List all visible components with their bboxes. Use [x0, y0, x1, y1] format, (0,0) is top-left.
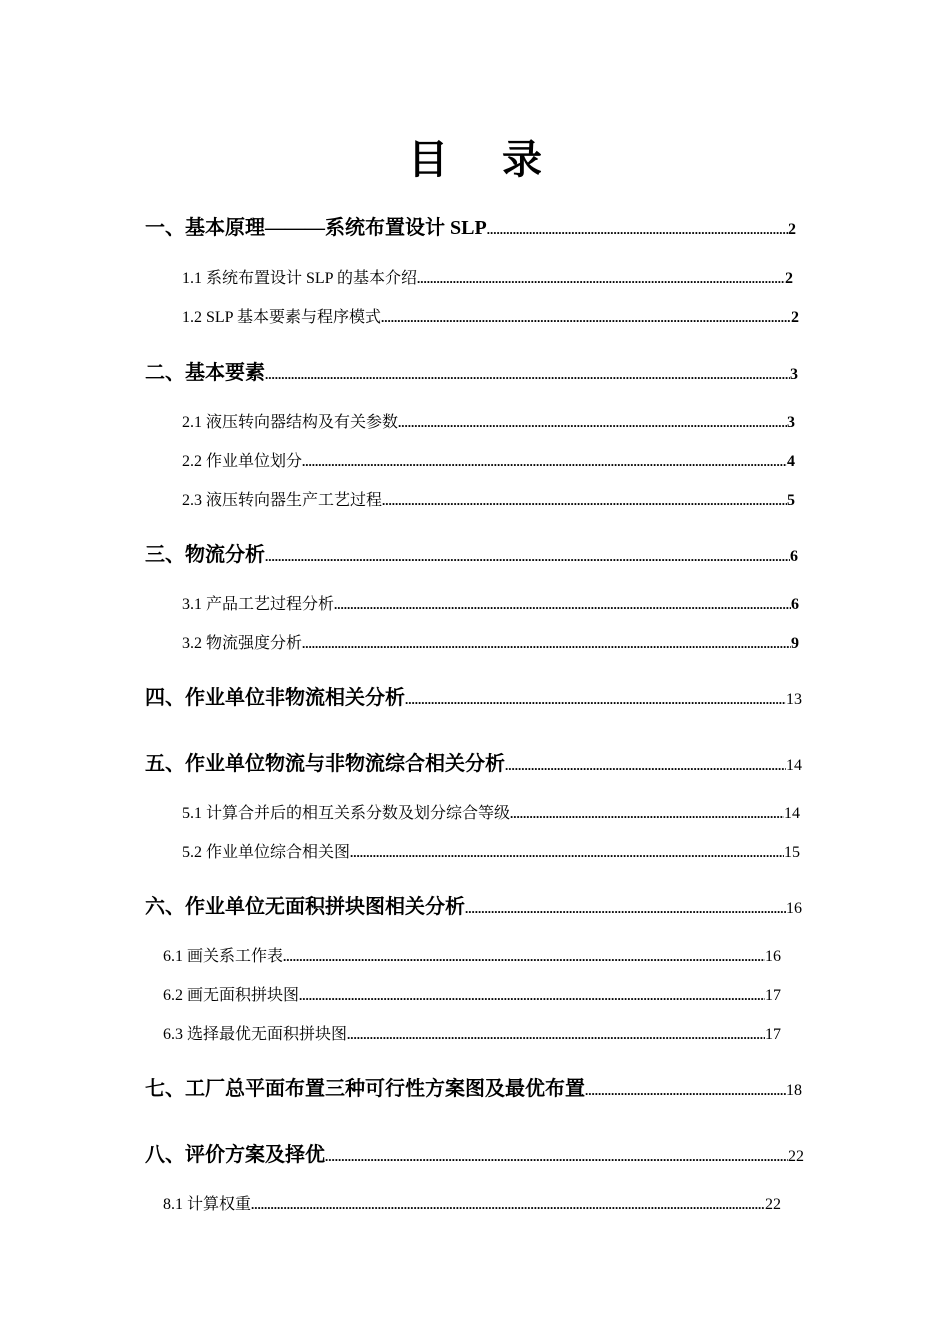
toc-leader-dots [398, 415, 787, 431]
toc-page-number: 3 [787, 414, 795, 431]
toc-entry-label: 1.2 SLP 基本要素与程序模式 [182, 309, 381, 326]
toc-entry-label: 8.1 计算权重 [163, 1196, 252, 1213]
toc-leader-dots [265, 549, 790, 565]
toc-entry-label: 三、物流分析 [145, 544, 265, 566]
toc-page-number: 5 [787, 492, 795, 509]
toc-page-number: 22 [765, 1196, 781, 1213]
toc-leader-dots [283, 949, 765, 965]
toc-leader-dots [350, 845, 784, 861]
toc-entry-section-1[interactable] [145, 211, 796, 237]
toc-entry-2-3[interactable] [182, 487, 795, 509]
toc-leader-dots [417, 271, 785, 287]
toc-entry-label: 五、作业单位物流与非物流综合相关分析 [145, 753, 505, 775]
toc-entry-section-3[interactable] [145, 538, 798, 564]
toc-entry-label: 6.3 选择最优无面积拼块图 [163, 1026, 348, 1043]
toc-page-number: 2 [785, 270, 793, 287]
toc-entry-6-2[interactable] [163, 982, 781, 1004]
toc-page-number: 15 [784, 844, 800, 861]
toc-entry-3-1[interactable] [182, 591, 799, 613]
toc-entry-label: 6.1 画关系工作表 [163, 948, 284, 965]
toc-entry-5-2[interactable] [182, 839, 800, 861]
toc-page-number: 4 [787, 453, 795, 470]
toc-leader-dots [382, 493, 787, 509]
toc-leader-dots [381, 310, 791, 326]
toc-leader-dots [334, 597, 791, 613]
toc-entry-section-5[interactable] [145, 747, 802, 773]
toc-page-number: 16 [786, 900, 802, 917]
toc-leader-dots [465, 901, 786, 917]
toc-entry-label: 八、评价方案及择优 [145, 1144, 325, 1166]
toc-leader-dots [299, 988, 765, 1004]
toc-entry-label: 3.2 物流强度分析 [182, 635, 303, 652]
toc-entry-label: 5.2 作业单位综合相关图 [182, 844, 351, 861]
toc-leader-dots [347, 1027, 765, 1043]
toc-entry-1-1[interactable] [182, 265, 793, 287]
toc-entry-section-6[interactable] [145, 890, 802, 916]
toc-leader-dots [251, 1197, 765, 1213]
toc-page-number: 3 [790, 366, 798, 383]
toc-leader-dots [510, 806, 784, 822]
toc-page-number: 17 [765, 1026, 781, 1043]
toc-page-number: 16 [765, 948, 781, 965]
toc-leader-dots [302, 454, 787, 470]
toc-page-number: 18 [786, 1082, 802, 1099]
toc-leader-dots [487, 222, 788, 238]
toc-entry-3-2[interactable] [182, 630, 799, 652]
toc-entry-label: 2.1 液压转向器结构及有关参数 [182, 414, 399, 431]
toc-entry-section-2[interactable] [145, 356, 798, 382]
toc-entry-label: 2.2 作业单位划分 [182, 453, 303, 470]
toc-page-number: 9 [791, 635, 799, 652]
toc-entry-2-1[interactable] [182, 409, 795, 431]
toc-entry-2-2[interactable] [182, 448, 795, 470]
toc-page-number: 22 [788, 1148, 804, 1165]
toc-leader-dots [505, 758, 786, 774]
toc-entry-8-1[interactable] [163, 1191, 781, 1213]
toc-page-number: 6 [791, 596, 799, 613]
toc-leader-dots [325, 1149, 788, 1165]
toc-page-number: 14 [784, 805, 800, 822]
toc-leader-dots [405, 692, 786, 708]
toc-page-number: 14 [786, 757, 802, 774]
toc-entry-section-8[interactable] [145, 1138, 804, 1164]
toc-entry-section-7[interactable] [145, 1072, 802, 1098]
toc-entry-section-4[interactable] [145, 681, 802, 707]
toc-page-number: 6 [790, 548, 798, 565]
toc-leader-dots [585, 1083, 786, 1099]
toc-entry-label: 一、基本原理———系统布置设计 SLP [145, 217, 487, 239]
toc-entry-1-2[interactable] [182, 304, 799, 326]
toc-page-number: 2 [788, 221, 796, 238]
toc-page-number: 17 [765, 987, 781, 1004]
toc-entry-label: 六、作业单位无面积拼块图相关分析 [145, 896, 465, 918]
toc-entry-label: 5.1 计算合并后的相互关系分数及划分综合等级 [182, 805, 511, 822]
toc-entry-label: 6.2 画无面积拼块图 [163, 987, 300, 1004]
toc-leader-dots [302, 636, 791, 652]
toc-entry-6-3[interactable] [163, 1021, 781, 1043]
toc-entry-label: 四、作业单位非物流相关分析 [145, 687, 405, 709]
toc-leader-dots [265, 367, 790, 383]
toc-page-number: 2 [791, 309, 799, 326]
toc-entry-label: 3.1 产品工艺过程分析 [182, 596, 335, 613]
toc-entry-label: 1.1 系统布置设计 SLP 的基本介绍 [182, 270, 417, 287]
toc-entry-label: 二、基本要素 [145, 362, 265, 384]
toc-title: 目 录 [408, 137, 564, 182]
toc-page-number: 13 [786, 691, 802, 708]
toc-entry-5-1[interactable] [182, 800, 800, 822]
toc-entry-label: 2.3 液压转向器生产工艺过程 [182, 492, 383, 509]
toc-entry-label: 七、工厂总平面布置三种可行性方案图及最优布置 [145, 1078, 585, 1100]
toc-entry-6-1[interactable] [163, 943, 781, 965]
